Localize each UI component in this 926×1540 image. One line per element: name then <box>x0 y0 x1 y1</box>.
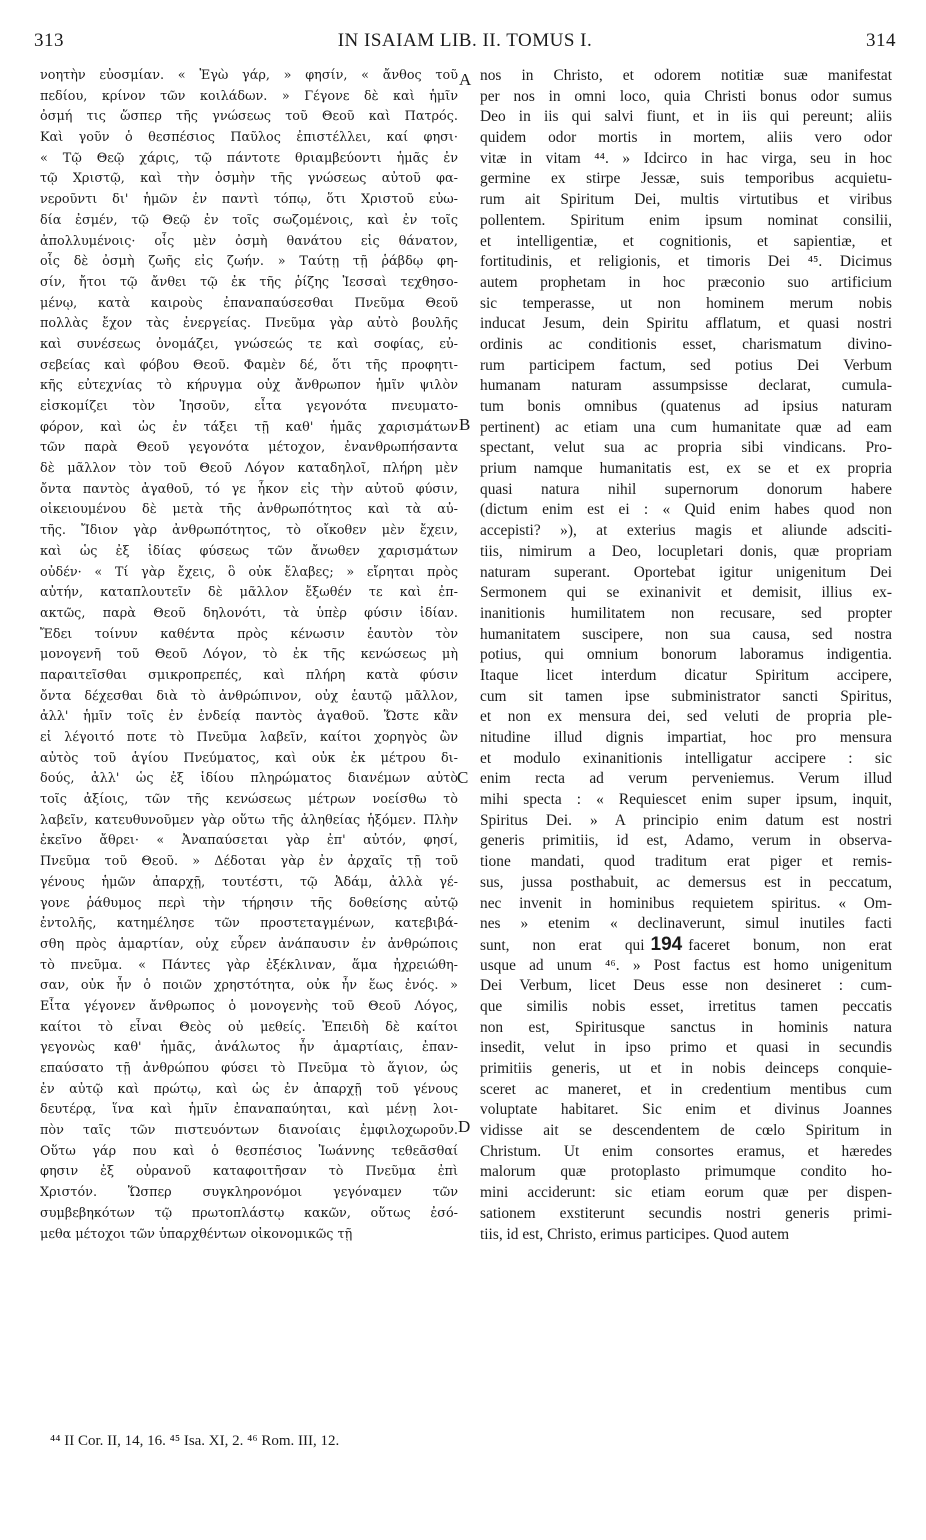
text-line: (dictum enim est ei : « Quid enim habes quod non <box>480 501 892 519</box>
text-line: ὄντα παντὸς ἀγαθοῦ, τό γε ἧκον εἰς τὴν αὐτοῦ φύσιν, <box>40 481 458 497</box>
text-line: accepisti? »), at exterius magis et aliunde adsciti- <box>480 522 892 540</box>
text-line: enim recta ad verum perveniemus. Verum illud <box>480 770 892 788</box>
text-line: fortitudinis, et religionis, et timoris Dei ⁴⁵. Dicimus <box>480 253 892 271</box>
text-line: λαβεῖν, κατευθυνοῦμεν γὰρ οὕτω τῆς ἀληθείας ἡξόμεν. Πλὴν <box>40 812 458 828</box>
text-line: « Τῷ Θεῷ χάρις, τῷ πάντοτε θριαμβεύοντι ἡμᾶς ἐν <box>40 150 458 166</box>
text-line: Χριστόν. Ὥσπερ συγκληρονόμοι γεγόναμεν τῶν <box>40 1185 458 1201</box>
text-line: Πνεῦμα τοῦ Θεοῦ. » Δέδοται γὰρ ἐν ἀρχαῖς τῇ τοῦ <box>40 854 458 870</box>
text-line: Deo in iis qui salvi fiunt, et in iis qui pereunt; aliis <box>480 108 892 126</box>
text-line: tiis, nimirum a Deo, locupletari donis, quæ propriam <box>480 542 892 560</box>
text-line: καὶ συνέσεως ὀνομάζει, γνώσεώς τε καὶ σοφίας, εὐ- <box>40 336 458 352</box>
text-line: generis primitiis, id est, Adamo, verum in observa- <box>480 832 892 850</box>
text-line: οἰκειουμένου δὲ μετὰ τῆς ἀνθρωπότητος καὶ τὰ αὐ- <box>40 502 458 518</box>
text-line: vidisse ait se descendentem de cœlo Spiritum in <box>480 1122 892 1140</box>
text-line: mini acciderunt: sic etiam eorum quæ per dispen- <box>480 1184 892 1202</box>
text-line: δία ἐσμέν, τῷ Θεῷ ἐν τοῖς σωζομένοις, καὶ ἐν τοῖς <box>40 212 458 228</box>
text-line: σθη πρὸς ἁμαρτίαν, οὐχ εὗρεν ἀνάπαυσιν ἐν ἀνθρώποις <box>40 936 458 952</box>
text-line: γονε ῥάθυμος περὶ τὴν τήρησιν τῆς δοθείσης αὐτῷ <box>40 895 458 911</box>
text-line: γένους ἡμῶν ἀπαρχῇ, τουτέστι, τῷ Ἀδάμ, ἀλλὰ γέ- <box>40 874 458 890</box>
text-line: spectant, velut sua ac propria sibi vindicans. Pro- <box>480 439 892 457</box>
text-line: et non ex mensura dei, sed veluti de propria ple- <box>480 708 892 726</box>
text-line: nitudine illud dignis impartiat, hoc pro mensura <box>480 729 892 746</box>
text-line: παραιτεῖσθαι σμικροπρεπές, καὶ πλήρη κατὰ φύσιν <box>40 667 458 683</box>
text-line: αὐτήν, καταπλουτεῖν δὲ μᾶλλον ἔξωθέν τε καὶ ἐπ- <box>40 585 458 601</box>
text-line: ἐν αὐτῷ καὶ πρώτῳ, καὶ ὡς ἐν ἀπαρχῇ τοῦ γένους <box>40 1081 458 1097</box>
text-line: malorum quæ protoplasto primumque condito ho- <box>480 1163 892 1181</box>
text-line: οἷς δὲ ὀσμὴ ζωῆς εἰς ζωήν. » Ταύτῃ τῇ ῥάβδῳ φη- <box>40 254 458 270</box>
text-line: μεθα μέτοχοι τῶν ὑπαρχθέντων οἰκονομικῶς τῇ <box>40 1226 353 1242</box>
text-line: usque ad unum ⁴⁶. » Post factus est homo unigenitum <box>480 956 892 974</box>
text-line <box>480 935 892 956</box>
text-line: sus, jussa posthabuit, ac demersus est in peccatum, <box>480 873 892 891</box>
margin-marker-b: B <box>459 415 471 434</box>
margin-marker-a: A <box>459 70 472 89</box>
text-line: δὲ μᾶλλον τὸν τοῦ Θεοῦ Λόγον καταδηλοῖ, πλήρη μὲν <box>40 461 458 477</box>
text-line: Spiritus Dei. » A principio enim datum est nostri <box>480 811 892 829</box>
text-line: πεδίου, κρίνον τῶν κοιλάδων. » Γέγονε δὲ καὶ ἡμῖν <box>40 88 458 104</box>
text-line: καὶ ὡς ἐξ ἰδίας φύσεως τῶν ἄνωθεν χαρισμάτων <box>40 543 458 559</box>
text-line: cum sit tamen ipse subministrator sancti Spiritus, <box>480 687 892 705</box>
text-line: ἀλλ' ἡμῖν τοῖς ἐν ἐνδείᾳ παντὸς ἀγαθοῦ. Ὥστε κἂν <box>40 709 458 725</box>
text-line: Εἶτα γέγονεν ἄνθρωπος ὁ μονογενὴς τοῦ Θεοῦ Λόγος, <box>40 998 458 1014</box>
text-line: συμβεβηκότων τῷ πρωτοπλάστῳ κακῶν, οὕτως ἐσό- <box>40 1205 458 1221</box>
text-line: τῶν παρὰ Θεοῦ γεγονότα μέτοχον, ἐνανθρωπήσαντα <box>40 440 458 456</box>
page-number-left: 313 <box>34 30 64 51</box>
text-line: pollentem. Spiritum enim ipsum nominat consilii, <box>480 211 892 229</box>
text-line: τῆς. Ἴδιον γὰρ ἀνθρωπότητος, τὸ οἴκοθεν μὲν ἔχειν, <box>40 523 458 539</box>
text-line: μένῳ, κατὰ καιροὺς ἐπαναπαύσεσθαι Πνεῦμα Θεοῦ <box>40 295 458 311</box>
text-line: Dei Verbum, licet Deus esse non desineret : cum- <box>480 977 892 995</box>
text-line: autem prophetam in hoc præconio suo artificium <box>480 273 892 291</box>
text-line: quasi natura nihil supernorum donorum habere <box>480 480 892 498</box>
text-line: πολλὰς ἔχον τὰς ἐνεργείας. Πνεῦμα γὰρ αὐτὸ βουλῆς <box>40 316 458 332</box>
text-line: οὐδέν· « Τί γὰρ ἔχεις, ὃ οὐκ ἔλαβες; » εἴρηται πρὸς <box>40 564 458 580</box>
line-segment: faceret bonum, non erat <box>688 936 892 954</box>
text-line: επαύσατο τῇ ἀνθρώπου φύσει τὸ Πνεῦμα τὸ ἅγιον, ὡς <box>40 1061 458 1076</box>
text-line: sceret ac maneret, et in credentium mentibus cum <box>480 1080 892 1098</box>
inline-page-number: 194 <box>650 934 683 955</box>
text-line: sationem exstiterunt secundis nostri generis primi- <box>480 1204 892 1222</box>
text-line: ὄντα δέχεσθαι διὰ τὸ ἀνθρώπινον, οὐχ ἑαυτῷ μᾶλλον, <box>40 688 458 704</box>
text-line: insedit, velut in ipso primo et quasi in secundis <box>480 1039 892 1057</box>
text-line: inducat Jesum, dein Spiritu afflatum, et quasi nostri <box>480 315 892 333</box>
text-line: εἰσκομίζει τὸν Ἰησοῦν, εἶτα γεγονότα πνευματο- <box>40 399 458 414</box>
text-line: Sermonem qui se exinanivit et demisit, illius ex- <box>480 584 892 602</box>
text-line: naturam superant. Oportebat igitur unigenitum Dei <box>480 563 892 581</box>
page-number-right: 314 <box>866 30 896 51</box>
text-line: Ἔδει τοίνυν καθέντα πρὸς κένωσιν ἑαυτὸν τὸν <box>40 626 458 642</box>
text-line: nec invenit in hominibus requietem spiritus. « Om- <box>480 894 892 912</box>
text-line: humanitatem suscipere, non sua causa, sed nostra <box>480 625 892 643</box>
text-line: inanitionis humilitatem non recusare, sed propter <box>480 604 892 622</box>
text-line: humanam naturam assumpsisse declarat, cumula- <box>480 377 892 395</box>
footnotes: ⁴⁴ II Cor. II, 14, 16. ⁴⁵ Isa. XI, 2. ⁴⁶ Rom. III, 12. <box>50 1433 340 1449</box>
text-line: potius, qui omnium bonorum laboramus indigentia. <box>480 646 892 664</box>
text-line: κῆς εὐτεχνίας τὸ κήρυγμα οὐχ ἄνθρωπον ἡμῖν ψιλὸν <box>40 378 458 394</box>
text-line: νοητὴν εὐοσμίαν. « Ἐγὼ γάρ, » φησίν, « ἄνθος τοῦ <box>40 68 458 83</box>
text-line: καίτοι τὸ εἶναι Θεὸς οὐ μεθείς. Ἐπειδὴ δὲ καίτοι <box>40 1019 458 1035</box>
text-line: γεγονὼς καθ' ἡμᾶς, ἀνάλωτος ἦν ἁμαρτίαις, ἐπαν- <box>40 1040 458 1056</box>
text-line: et modulo exinanitionis intelligatur accipere : sic <box>480 749 892 767</box>
text-line: μονογενῆ τοῦ Θεοῦ Λόγον, τὸ ἐκ τῆς κενώσεως μὴ <box>40 647 458 663</box>
text-line: nes » etenim « declinaverunt, simul inutiles facti <box>480 915 892 933</box>
text-line: τοῖς ἀξίοις, τῶν τῆς κενώσεως μέτρων νοείσθω τὸ <box>40 792 458 808</box>
text-line: τὸ πνεῦμα. « Πάντες γὰρ ἐξέκλιναν, ἅμα ἠχρειώθη- <box>40 957 458 973</box>
text-line: ordinis ac conditionis esset, charismatum divino- <box>480 335 892 353</box>
text-line: φησιν ἐξ οὐρανοῦ καταφοιτῆσαν τὸ Πνεῦμα ἐπὶ <box>40 1164 458 1180</box>
text-line: et intelligentiæ, et cognitionis, et sapientiæ, et <box>480 232 892 250</box>
margin-marker-c: C <box>457 768 469 787</box>
text-line: σαν, οὐκ ἦν ὁ ποιῶν χρηστότητα, οὐκ ἦν ἕως ἑνός. » <box>40 978 458 994</box>
text-line: αὐτὸς τοῦ ἁγίου Πνεύματος, καὶ οὐκ ἐκ μέτρου δι- <box>40 750 458 766</box>
text-line: non est, Spiritusque sanctus in hominis natura <box>480 1018 892 1036</box>
text-line: germine ex stirpe Jessæ, suis temporibus acquietu- <box>480 170 892 188</box>
text-line: πὸν ταῖς τῶν πιστευόντων διανοίαις ἐμφιλοχωροῦν. <box>40 1123 458 1139</box>
text-line: δευτέρᾳ, ἵνα καὶ ἡμῖν ἐπαναπαύηται, καὶ μένῃ λοι- <box>40 1102 458 1118</box>
text-line: φόρον, καὶ ὡς ἐν τάξει τῇ καθ' ἡμᾶς χαρισμάτων <box>40 419 458 435</box>
text-line: tione mandati, quod traditum erat piger et remis- <box>480 853 892 871</box>
text-line: Οὕτω γάρ που καὶ ὁ θεσπέσιος Ἰωάννης τεθεᾶσθαί <box>40 1143 458 1159</box>
text-line: tum bonis omnibus (quatenus ad ipsius naturam <box>480 398 892 415</box>
text-line: nos in Christo, et odorem notitiæ suæ manifestat <box>480 67 892 84</box>
text-line: σεβείας καὶ φόβου Θεοῦ. Φαμὲν δέ, ὅτι τῆς προφητι- <box>40 357 458 373</box>
text-line: rum ait Spiritum Dei, multis virtutibus et viribus <box>480 191 892 209</box>
text-line: Itaque licet interdum dicatur Spiritum accipere, <box>480 666 892 684</box>
text-line: mihi specta : « Requiescet enim super ipsum, inquit, <box>480 791 892 809</box>
text-line: sic temperasse, ut non hominem merum nobis <box>480 294 892 312</box>
margin-marker-d: D <box>458 1117 471 1136</box>
text-line: ἀπολλυμένοις· οἷς μὲν ὀσμὴ θανάτου εἰς θάνατον, <box>40 233 458 249</box>
text-line: ακτῶς, παρὰ Θεοῦ δηλονότι, τὰ ὑπὲρ φύσιν ἰδίαν. <box>40 605 458 621</box>
text-line: vitæ in vitam ⁴⁴. » Idcirco in hac virga, seu in hoc <box>480 149 892 167</box>
text-line: Καὶ γοῦν ὁ θεσπέσιος Παῦλος ἐπιστέλλει, καί φησι· <box>40 130 458 146</box>
text-line: primitiis generis, ut et in nobis deinceps conquie- <box>480 1060 892 1077</box>
latin-text-column <box>480 66 892 1441</box>
text-line: τῷ Χριστῷ, καὶ τὴν ὀσμὴν τῆς γνώσεως αὐτοῦ φα- <box>40 171 458 187</box>
text-line: pertinent) ac etiam una cum humanitate quæ ad eam <box>480 418 892 436</box>
text-line: ἐντολῆς, κατημέλησε τῶν προστεταγμένων, κατεβιβά- <box>40 916 458 932</box>
text-line: per nos in omni loco, quia Christi bonus odor sumus <box>480 87 892 105</box>
line-segment: sunt, non erat qui <box>480 936 645 954</box>
text-line: voluptate habitaret. Sic enim et divinus Joannes <box>480 1101 892 1119</box>
text-line: νεροῦντι δι' ἡμῶν ἐν παντὶ τόπῳ, ὅτι Χριστοῦ εὐω- <box>40 192 458 208</box>
text-line: que similis nobis esset, irretitus tamen peccatis <box>480 997 892 1015</box>
text-line: quidem odor mortis in mortem, aliis vero odor <box>480 129 892 147</box>
text-line: Christum. Ut enim consortes eramus, et hæredes <box>480 1142 892 1160</box>
text-line: δούς, ἀλλ' ὡς ἐξ ἰδίου πληρώματος διανέμων αὐτὸ <box>40 771 458 787</box>
running-header <box>34 30 896 54</box>
greek-text-column <box>40 66 458 1441</box>
text-line: ὀσμή τις ὥσπερ τῆς γνώσεως τοῦ Θεοῦ καὶ Πατρός. <box>40 109 458 125</box>
text-line: tiis, id est, Christo, erimus participes. Quod autem <box>480 1225 790 1243</box>
running-title: IN ISAIAM LIB. II. TOMUS I. <box>337 30 593 51</box>
text-line: εἰ λέγοιτό ποτε τὸ Πνεῦμα λαβεῖν, καίτοι χορηγὸς ὢν <box>40 730 458 745</box>
text-line: prium namque humanitatis est, ex se et ex propria <box>480 460 892 478</box>
text-line: rum participem factum, sed potius Dei Verbum <box>480 356 892 374</box>
text-line: ἐκεῖνο ἄθρει· « Ἀναπαύσεται γὰρ ἐπ' αὐτόν, φησί, <box>40 833 458 849</box>
text-line: σίν, ἤτοι τῷ ἄνθει τῷ ἐκ τῆς ῥίζης Ἰεσσαὶ τεχθησο- <box>40 274 458 290</box>
